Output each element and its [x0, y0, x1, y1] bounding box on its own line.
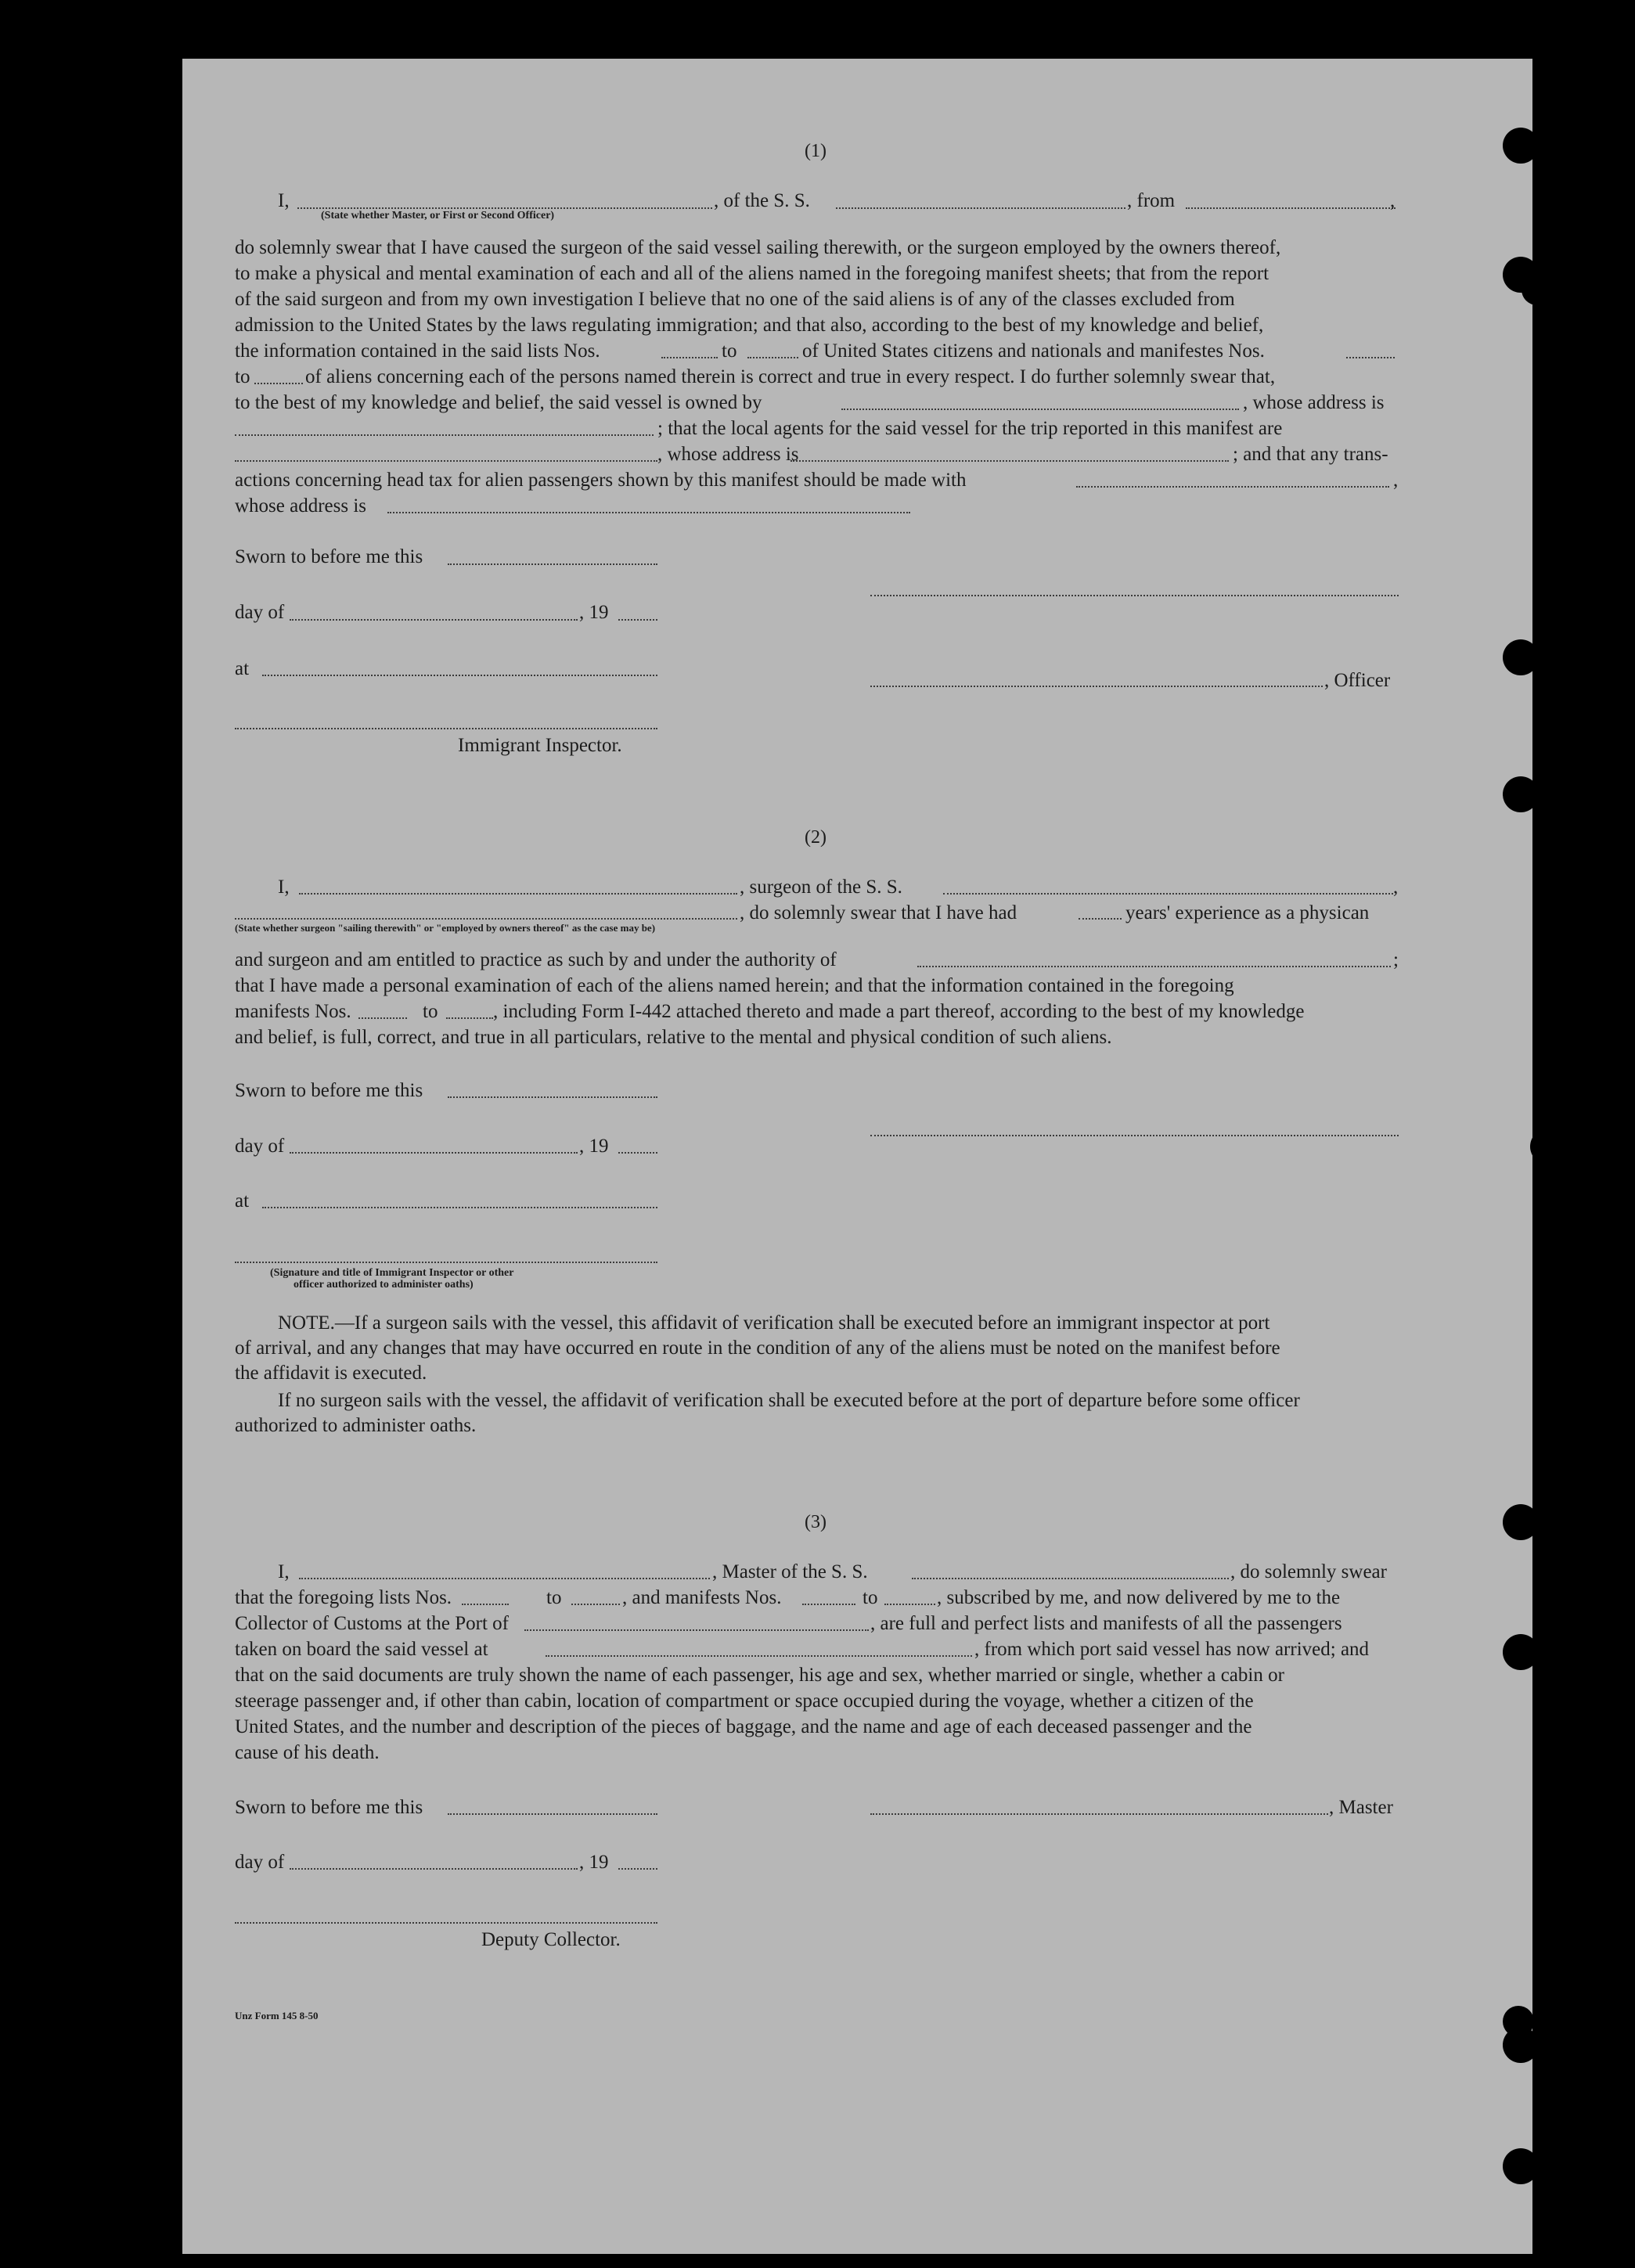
- s2-year-blank: [618, 1152, 657, 1154]
- punch-hole: [1503, 128, 1539, 164]
- s3-boarding-port-blank: [546, 1655, 972, 1657]
- s3-line: , subscribed by me, and now delivered by me to the: [937, 1587, 1341, 1608]
- s3-line: to: [863, 1587, 878, 1608]
- s2-at-label: at: [235, 1190, 250, 1211]
- s3-line: Collector of Customs at the Port of: [235, 1613, 509, 1634]
- s2-sworn-blank: [448, 1096, 657, 1098]
- s1-from-label: , from: [1127, 190, 1176, 211]
- s2-sworn-label: Sworn to before me this: [235, 1080, 423, 1101]
- s1-para-line: admission to the United States by the laws regulating immigration; and that also, according to the best of my knowledge and belief,: [235, 315, 1264, 336]
- s3-port-blank: [524, 1629, 869, 1631]
- s2-sig-note-1: (Signature and title of Immigrant Inspector or other: [270, 1267, 514, 1279]
- s3-line: to: [546, 1587, 562, 1608]
- s1-para-line: actions concerning head tax for alien passengers shown by this manifest should be made with: [235, 470, 967, 491]
- s3-line: that on the said documents are truly shown the name of each passenger, his age and sex, whether married or single, whether a cabin or: [235, 1665, 1284, 1686]
- s1-inspector-label: Immigrant Inspector.: [458, 735, 622, 756]
- s1-lists-to-blank: [747, 357, 798, 358]
- s1-officer-label: , Officer: [1324, 670, 1391, 691]
- s2-surgeon-name-blank: [299, 893, 737, 895]
- punch-hole: [1503, 2027, 1539, 2063]
- s1-inspector-signature-line: [235, 728, 657, 729]
- s1-comma: ,: [1390, 190, 1396, 211]
- note-line: If no surgeon sails with the vessel, the affidavit of verification shall be executed before at the port of departure before some officer: [278, 1390, 1300, 1411]
- s3-sworn-label: Sworn to before me this: [235, 1797, 423, 1818]
- s1-at-blank: [262, 675, 657, 676]
- s2-i-label: I,: [278, 877, 290, 898]
- s2-authority-blank: [917, 966, 1391, 967]
- form-number: Unz Form 145 8-50: [235, 2010, 319, 2021]
- note-line: NOTE.—If a surgeon sails with the vessel, this affidavit of verification shall be executed before an immigrant inspector at port: [278, 1312, 1270, 1334]
- punch-hole: [1503, 2148, 1539, 2184]
- s3-lists-to-blank: [571, 1604, 620, 1605]
- punch-hole: [1522, 274, 1553, 305]
- s3-master-name-blank: [299, 1578, 710, 1579]
- s1-para-line: , whose address is: [657, 444, 799, 465]
- section-3-heading: (3): [805, 1512, 827, 1532]
- s1-para-line: to make a physical and mental examination of each and all of the aliens named in the foregoing manifest sheets; that from the report: [235, 263, 1269, 284]
- s1-sworn-label: Sworn to before me this: [235, 546, 423, 567]
- s3-line: cause of his death.: [235, 1742, 380, 1763]
- s2-signature-line: [870, 1135, 1399, 1136]
- s3-day-blank: [290, 1868, 578, 1870]
- s2-para-line: manifests Nos.: [235, 1001, 351, 1022]
- s2-para-line: , including Form I-442 attached thereto and made a part thereof, according to the best of my knowledge: [493, 1001, 1305, 1022]
- s1-para-line: to the best of my knowledge and belief, the said vessel is owned by: [235, 392, 762, 413]
- s2-para-line: and surgeon and am entitled to practice as such by and under the authority of: [235, 949, 837, 970]
- s1-para-line: to: [722, 340, 737, 362]
- punch-hole: [1503, 1634, 1539, 1670]
- punch-hole: [1503, 639, 1539, 675]
- s2-semicolon: ;: [1393, 949, 1399, 970]
- s1-lists-from-blank: [661, 357, 718, 358]
- s1-para-line: do solemnly swear that I have caused the surgeon of the said vessel sailing therewith, or the surgeon employed by the owners thereof,: [235, 237, 1281, 258]
- s3-manifests-from-blank: [802, 1604, 855, 1605]
- s3-master-label: , Master of the S. S.: [712, 1561, 868, 1582]
- s1-para-line: of the said surgeon and from my own investigation I believe that no one of the said aliens is of any of the classes excluded from: [235, 289, 1235, 310]
- s2-comma: ,: [1393, 877, 1399, 898]
- s2-surgeon-type-blank: [235, 918, 737, 920]
- s1-head-tax-blank: [1076, 486, 1389, 488]
- s3-line: that the foregoing lists Nos.: [235, 1587, 452, 1608]
- s1-from-blank: [1186, 207, 1396, 209]
- s2-para-line: that I have made a personal examination of each of the aliens named herein; and that the information contained in the foregoing: [235, 975, 1234, 996]
- section-1-heading: (1): [805, 141, 827, 161]
- s1-para-line: of United States citizens and nationals and manifestes Nos.: [802, 340, 1265, 362]
- s3-manifests-to-blank: [884, 1604, 935, 1605]
- s2-years-label: years' experience as a physican: [1125, 902, 1370, 923]
- s1-owner-address-blank: [235, 434, 654, 436]
- s3-i-label: I,: [278, 1561, 290, 1582]
- s1-para-line: ; and that any trans-: [1233, 444, 1388, 465]
- s1-year-blank: [618, 619, 657, 621]
- punch-hole: [1503, 1504, 1539, 1540]
- s3-line: steerage passenger and, if other than cabin, location of compartment or space occupied during the voyage, whether a citizen of the: [235, 1690, 1254, 1712]
- punch-hole: [1530, 1129, 1566, 1165]
- s1-vessel-blank: [836, 207, 1125, 209]
- s3-line: , are full and perfect lists and manifests of all the passengers: [870, 1613, 1342, 1634]
- s2-vessel-blank: [943, 893, 1393, 895]
- s1-comma: ,: [1393, 470, 1399, 491]
- note-line: the affidavit is executed.: [235, 1363, 427, 1384]
- s3-line: , and manifests Nos.: [622, 1587, 782, 1608]
- s3-year-label: , 19: [579, 1852, 609, 1873]
- s2-surgeon-label: , surgeon of the S. S.: [740, 877, 902, 898]
- s3-sworn-blank: [448, 1813, 657, 1815]
- s2-swear-label: , do solemnly swear that I have had: [740, 902, 1017, 923]
- s1-para-line: of aliens concerning each of the persons named therein is correct and true in every respect. I do further solemnly swear that,: [305, 366, 1276, 387]
- s3-line: taken on board the said vessel at: [235, 1639, 488, 1660]
- s1-officer-note: (State whether Master, or First or Second Officer): [321, 210, 555, 221]
- s3-line: United States, and the number and description of the pieces of baggage, and the name and age of each deceased passenger and the: [235, 1716, 1252, 1737]
- s1-sworn-blank: [448, 563, 657, 565]
- s1-agents-address-blank: [790, 460, 1229, 462]
- s2-day-of-label: day of: [235, 1136, 285, 1157]
- s1-day-of-label: day of: [235, 602, 285, 623]
- s1-officer-signature-line: [870, 686, 1323, 687]
- s3-lists-from-blank: [462, 1604, 509, 1605]
- s2-years-blank: [1079, 918, 1122, 920]
- s2-inspector-signature-line: [235, 1262, 657, 1263]
- section-2-heading: (2): [805, 827, 827, 848]
- note-line: of arrival, and any changes that may have occurred en route in the condition of any of the aliens must be noted on the manifest before: [235, 1337, 1280, 1359]
- s1-year-label: , 19: [579, 602, 609, 623]
- s3-vessel-blank: [912, 1578, 1229, 1579]
- s2-manifests-to-blank: [446, 1017, 493, 1019]
- s1-at-label: at: [235, 658, 250, 679]
- s3-line: , from which port said vessel has now arrived; and: [974, 1639, 1370, 1660]
- s1-agents-blank: [235, 460, 657, 462]
- s1-head-tax-address-blank: [387, 512, 910, 513]
- s1-manifests-to-blank: [254, 383, 303, 384]
- s3-swear-label: , do solemnly swear: [1230, 1561, 1387, 1582]
- s1-day-blank: [290, 619, 578, 621]
- s3-master-title: , Master: [1329, 1797, 1393, 1818]
- s2-at-blank: [262, 1207, 657, 1208]
- s3-deputy-label: Deputy Collector.: [481, 1929, 621, 1950]
- s1-i-label: I,: [278, 190, 290, 211]
- s1-manifests-from-blank: [1346, 357, 1395, 358]
- s1-para-line: to: [235, 366, 250, 387]
- s3-master-signature-line: [870, 1813, 1328, 1815]
- s2-sig-note-2: officer authorized to administer oaths): [294, 1279, 474, 1291]
- s3-deputy-signature-line: [235, 1922, 657, 1924]
- s1-para-line: the information contained in the said lists Nos.: [235, 340, 600, 362]
- punch-hole: [1503, 776, 1539, 812]
- s1-of-ss-label: , of the S. S.: [714, 190, 810, 211]
- s2-day-blank: [290, 1152, 578, 1154]
- s2-surgeon-note: (State whether surgeon "sailing therewith" or "employed by owners thereof" as the case may be): [235, 922, 656, 934]
- s1-para-line: ; that the local agents for the said vessel for the trip reported in this manifest are: [657, 418, 1283, 439]
- s2-year-label: , 19: [579, 1136, 609, 1157]
- s1-officer-name-blank: [297, 207, 712, 209]
- s2-para-line: and belief, is full, correct, and true in all particulars, relative to the mental and physical condition of such aliens.: [235, 1027, 1112, 1048]
- s3-day-of-label: day of: [235, 1852, 285, 1873]
- s1-signature-line: [870, 595, 1399, 596]
- s2-manifests-from-blank: [358, 1017, 407, 1019]
- s3-year-blank: [618, 1868, 657, 1870]
- s2-para-line: to: [423, 1001, 438, 1022]
- s1-para-line: whose address is: [235, 495, 367, 517]
- note-line: authorized to administer oaths.: [235, 1415, 477, 1436]
- s1-para-line: , whose address is: [1243, 392, 1385, 413]
- s1-owner-blank: [841, 409, 1239, 410]
